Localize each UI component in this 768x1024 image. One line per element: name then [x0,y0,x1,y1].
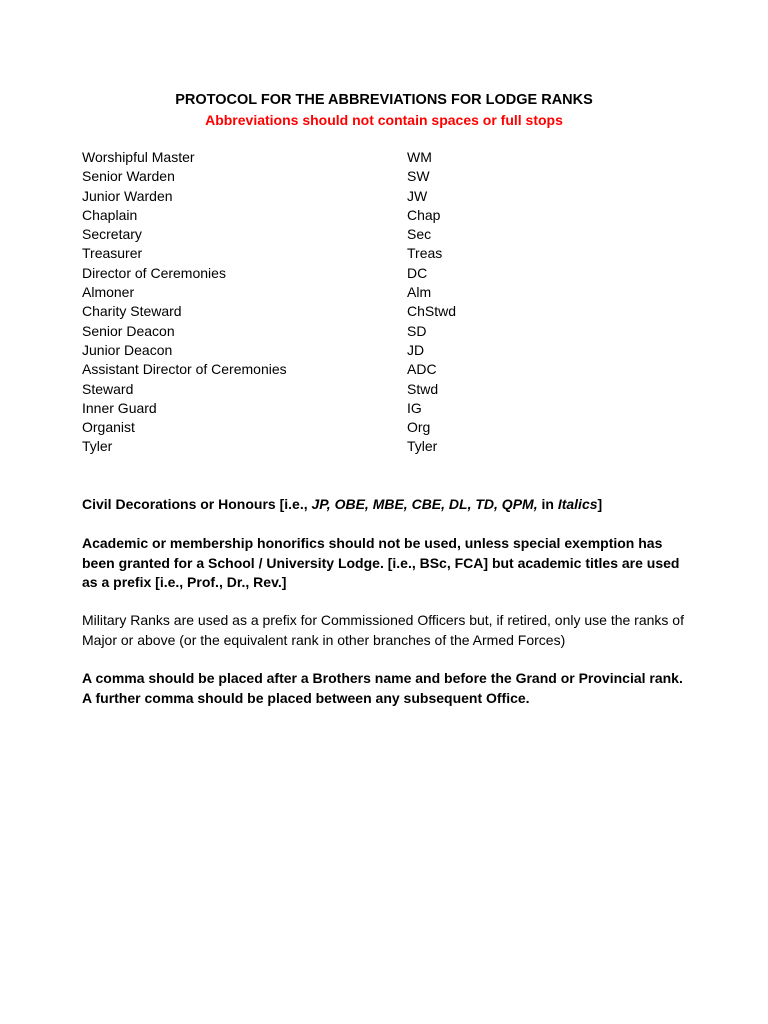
rank-name: Tyler [82,438,113,455]
rank-name: Chaplain [82,206,138,223]
rank-name: Inner Guard [82,399,157,416]
comma-rule-paragraph: A comma should be placed after a Brothers name and before the Grand or Provincial rank. A further comma should be placed between any subsequent Office. [82,670,683,706]
rank-abbreviation: Treas [407,245,443,262]
rank-row [82,187,682,206]
rank-row [82,206,682,225]
rank-row [82,322,682,341]
page-title: PROTOCOL FOR THE ABBREVIATIONS FOR LODGE RANKS [175,92,593,108]
civil-suffix: ] [597,496,603,512]
rank-abbreviation: Chap [407,206,441,223]
rank-abbreviation: Org [407,419,431,436]
rank-abbreviation: JW [407,187,428,204]
rank-abbreviation: DC [407,264,428,281]
rank-abbreviation: Sec [407,226,432,243]
civil-italics-word: Italics [557,496,598,512]
rank-name: Senior Warden [82,168,175,185]
rank-row [82,399,682,418]
civil-middle: in [537,496,558,512]
academic-paragraph: Academic or membership honorifics should not be used, unless special exemption has been granted for a School / University Lodge. [i.e., BSc, FCA] but academic titles are used as a prefix [i.e., Prof., Dr., Rev.] [82,535,680,590]
rank-abbreviation: ChStwd [407,303,457,320]
rank-row [82,360,682,379]
rank-name: Worshipful Master [82,149,195,165]
rank-name: Organist [82,419,135,436]
rank-row [82,167,682,186]
civil-examples: JP, OBE, MBE, CBE, DL, TD, QPM, [311,496,538,512]
civil-decorations-paragraph [82,495,692,515]
rank-name: Junior Warden [82,187,173,204]
rank-name: Junior Deacon [82,341,173,358]
rank-name: Treasurer [82,245,143,262]
rank-abbreviation: SD [407,322,427,339]
rank-row [82,148,682,167]
rank-abbreviation: IG [407,399,422,416]
rank-row [82,380,682,399]
rank-name: Senior Deacon [82,322,175,339]
rank-row [82,341,682,360]
rank-abbreviation: JD [407,341,425,358]
ranks-list [82,148,682,457]
rank-abbreviation: Alm [407,284,432,301]
rank-row [82,418,682,437]
rank-abbreviation: Stwd [407,380,439,397]
rank-row [82,264,682,283]
rank-name: Charity Steward [82,303,182,320]
rank-row [82,225,682,244]
rank-name: Director of Ceremonies [82,264,226,281]
military-paragraph: Military Ranks are used as a prefix for Commissioned Officers but, if retired, only use the ranks of Major or above (or the equivalent rank in other branches of the Armed Forces) [82,612,684,648]
rank-name: Steward [82,380,134,397]
rank-row [82,244,682,263]
rank-abbreviation: ADC [407,361,437,378]
rank-name: Secretary [82,226,142,243]
rank-row [82,302,682,321]
rank-name: Almoner [82,284,135,301]
civil-prefix: Civil Decorations or Honours [i.e., [82,496,312,512]
rank-row [82,437,682,456]
rank-abbreviation: SW [407,168,430,185]
rank-row [82,283,682,302]
rank-name: Assistant Director of Ceremonies [82,361,287,378]
rank-abbreviation: WM [407,149,432,165]
page-subtitle: Abbreviations should not contain spaces or full stops [205,112,563,128]
rank-abbreviation: Tyler [407,438,438,455]
